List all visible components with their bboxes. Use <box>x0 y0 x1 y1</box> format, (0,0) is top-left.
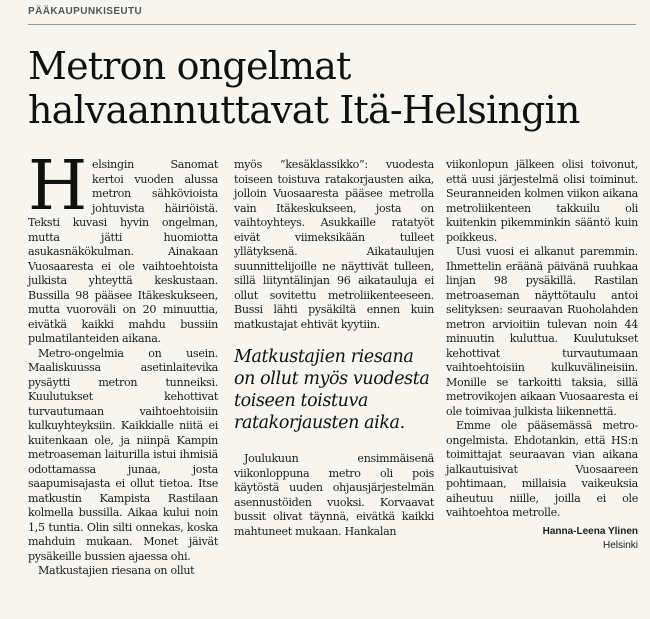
paragraph: Uusi vuosi ei alkanut paremmin. Ihmettelin eräänä päivänä ruuhkaa linjan 98 pysäkillä. Rastilan metroaseman näyttötaulu antoi selityksen: seuraavan Ruoholahden metron arvioitiin tulevan noin 44 minuutin kuluttua. Kuulutukset kehottivat turvautumaan vaihtoehtoisiin kulkuvälineisiin. Monille se tarkoitti taksia, sillä metrovikojen aikaan Vuosaaresta ei ole toimivaa julkista liikennettä. <box>446 245 638 418</box>
author-location: Helsinki <box>602 539 638 551</box>
paragraph: viikonlopun jälkeen olisi toivonut, että uusi järjestelmä olisi toiminut. Seuranneiden kolmen viikon aikana metroliikenteen takkuilu oli kuitenkin pikemminkin sääntö kuin poikkeus. <box>446 158 638 244</box>
section-label: PÄÄKAUPUNKISEUTU <box>28 6 143 17</box>
pull-quote: Matkustajien riesana on ollut myös vuodesta toiseen toistuva ratakorjausten aika. <box>234 347 430 433</box>
author-name: Hanna-Leena Ylinen <box>542 525 638 537</box>
headline: Metron ongelmat halvaannuttavat Itä-Helsingin <box>28 44 580 132</box>
article-column-1 <box>28 147 218 579</box>
header-rule <box>28 24 636 25</box>
paragraph: Emme ole pääsemässä metro-ongelmista. Ehdotankin, että HS:n toimittajat seuraavan vian aikana jalkautuisivat Vuosaareen pohtimaan, millaisia vaikeuksia aiheutuu niille, joilla ei ole vaihtoehtoa metrolle. <box>446 419 638 519</box>
article-column-2 <box>234 158 434 539</box>
drop-cap: H <box>28 147 88 226</box>
article-column-3 <box>446 158 638 553</box>
paragraph: Joulukuun ensimmäisenä viikonloppuna metro oli pois käytöstä uuden ohjausjärjestelmän asennustöiden vuoksi. Korvaavat bussit olivat täynnä, eivätkä kaikki mahtuneet mukaan. Hankalan <box>234 452 434 538</box>
paragraph: Helsingin Sanomat kertoi vuoden alussa metron sähkövioista johtuvista häiriöistä. Teksti kuvasi hyvin ongelman, mutta jätti huomiotta asukasnäkökulman. Ainakaan Vuosaaresta ei ole vaihtoehtoista julkista yhteyttä keskustaan. Bussilla 98 pääsee Itäkeskukseen, mutta vuoroväli on 20 minuuttia, eivätkä kaikki mahdu bussiin pulmatilanteiden aikana. <box>28 147 218 345</box>
paragraph: myös ”kesäklassikko”: vuodesta toiseen toistuva ratakorjausten aika, jolloin Vuosaaresta pääsee metrolla vain Itäkeskukseen, josta on vaihtoyhteys. Asukkaille ratatyöt eivät viimeksikään tulleet yllätyksenä. Aikataulujen suunnittelijoille ne näyttivät tulleen, sillä liityntälinjan 96 aikatauluja ei ollut sovitettu metroliikenteeseen. Bussi lähti pysäkiltä ennen kuin matkustajat ehtivät kyytiin. <box>234 158 434 331</box>
paragraph: Matkustajien riesana on ollut <box>38 564 195 577</box>
paragraph: Metro-ongelmia on usein. Maaliskuussa asetinlaitevika pysäytti metron tunneiksi. Kuulutukset kehottivat turvautumaan vaihtoehtoisiin kulkuyhteyksiin. Kaikkialle niitä ei kuitenkaan ole, ja niinpä Kampin metroaseman laiturilla istui ihmisiä odottamassa junaa, josta saapumisajasta ei ollut tietoa. Itse matkustin Kampista Rastilaan kolmella bussilla. Aikaa kului noin 1,5 tuntia. Olin silti onnekas, koska mahduin mukaan. Monet jäivät pysäkeille bussien ajaessa ohi. <box>28 346 218 563</box>
